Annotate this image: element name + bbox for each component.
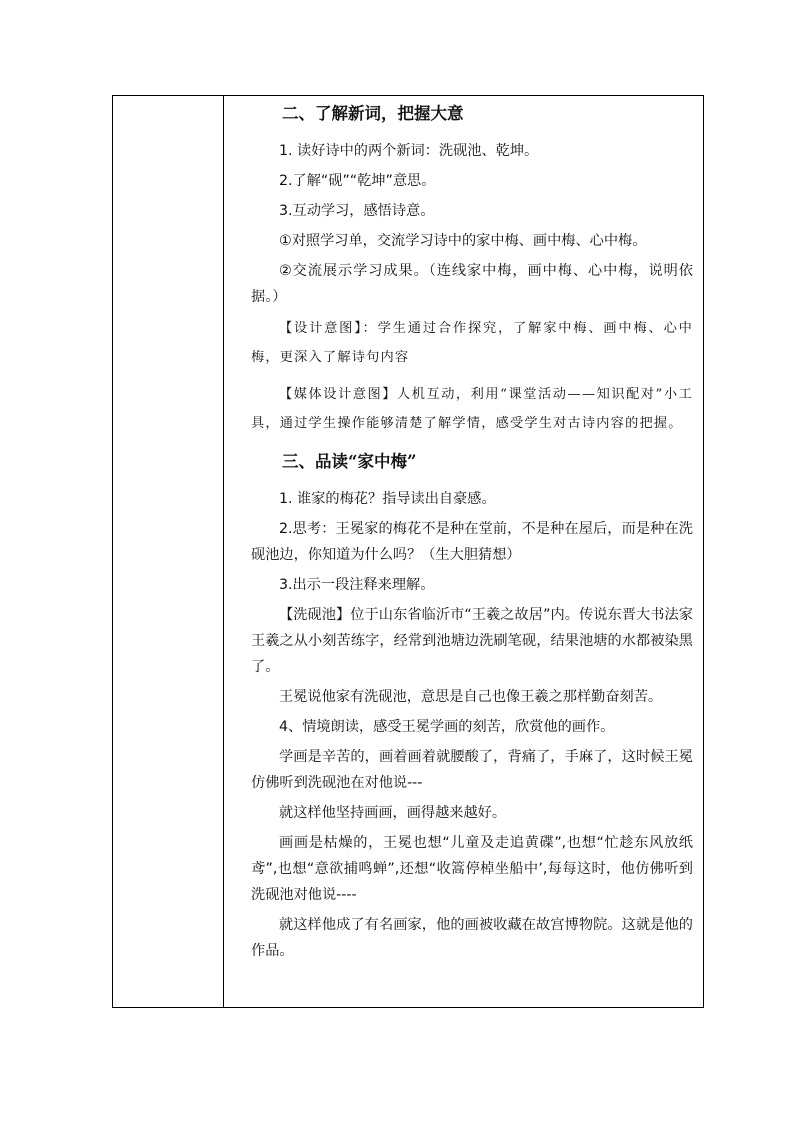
- lesson-content: [251, 102, 693, 968]
- s3-item-8: 就这样他坚持画画，画得越来越好。: [279, 805, 507, 821]
- s2-item-5: ②交流展示学习成果。（连线家中梅，画中梅、心中梅，说明依据。）: [251, 263, 693, 305]
- s3-item-10: 就这样他成了有名画家，他的画被收藏在故宫博物院。这就是他的作品。: [251, 917, 693, 959]
- section-3-title: 三、品读“家中梅”: [282, 452, 417, 471]
- s3-item-7: 学画是辛苦的，画着画着就腰酸了，背痛了，手麻了，这时候王冕仿佛听到洗砚池在对他说---: [251, 749, 693, 791]
- column-divider: [223, 96, 224, 1007]
- s3-item-5: 王冕说他家有洗砚池，意思是自己也像王羲之那样勤奋刻苦。: [279, 689, 663, 705]
- s3-item-9: 画画是枯燥的，王冕也想“儿童及走追黄碟”,也想“忙趁东风放纸鸢”,也想“意欲捕鸣蝉”,还想“收篙停棹坐船中’,每每这时，他仿佛听到洗砚池对他说----: [251, 835, 693, 903]
- s3-item-1: 1. 谁家的梅花？指导读出自豪感。: [279, 491, 496, 507]
- section-2-title: 二、了解新词，把握大意: [282, 104, 464, 123]
- media-design-intent: 【媒体设计意图】人机互动，利用“课堂活动——知识配对”小工具，通过学生操作能够清楚了解学情，感受学生对古诗内容的把握。: [251, 387, 693, 431]
- s3-item-3: 3.出示一段注释来理解。: [279, 577, 435, 593]
- s3-item-6: 4、情境朗读，感受王冕学画的刻苦，欣赏他的画作。: [279, 719, 615, 735]
- s2-item-1: 1. 读好诗中的两个新词：洗砚池、乾坤。: [279, 143, 539, 159]
- s3-item-2: 2.思考：王冕家的梅花不是种在堂前，不是种在屋后，而是种在洗砚池边，你知道为什么吗？（生大胆猜想）: [251, 521, 693, 563]
- lesson-table: [112, 95, 704, 1008]
- design-intent: 【设计意图】：学生通过合作探究，了解家中梅、画中梅、心中梅，更深入了解诗句内容: [251, 321, 693, 365]
- s2-item-2: 2.了解“砚”“乾坤”意思。: [279, 173, 436, 189]
- s2-item-4: ①对照学习单，交流学习诗中的家中梅、画中梅、心中梅。: [279, 233, 647, 249]
- s3-item-4: 【洗砚池】位于山东省临沂市“王羲之故居”内。传说东晋大书法家王羲之从小刻苦练字，经常到池塘边洗刷笔砚，结果池塘的水都被染黑了。: [251, 607, 693, 675]
- s2-item-3: 3.互动学习，感悟诗意。: [279, 203, 435, 219]
